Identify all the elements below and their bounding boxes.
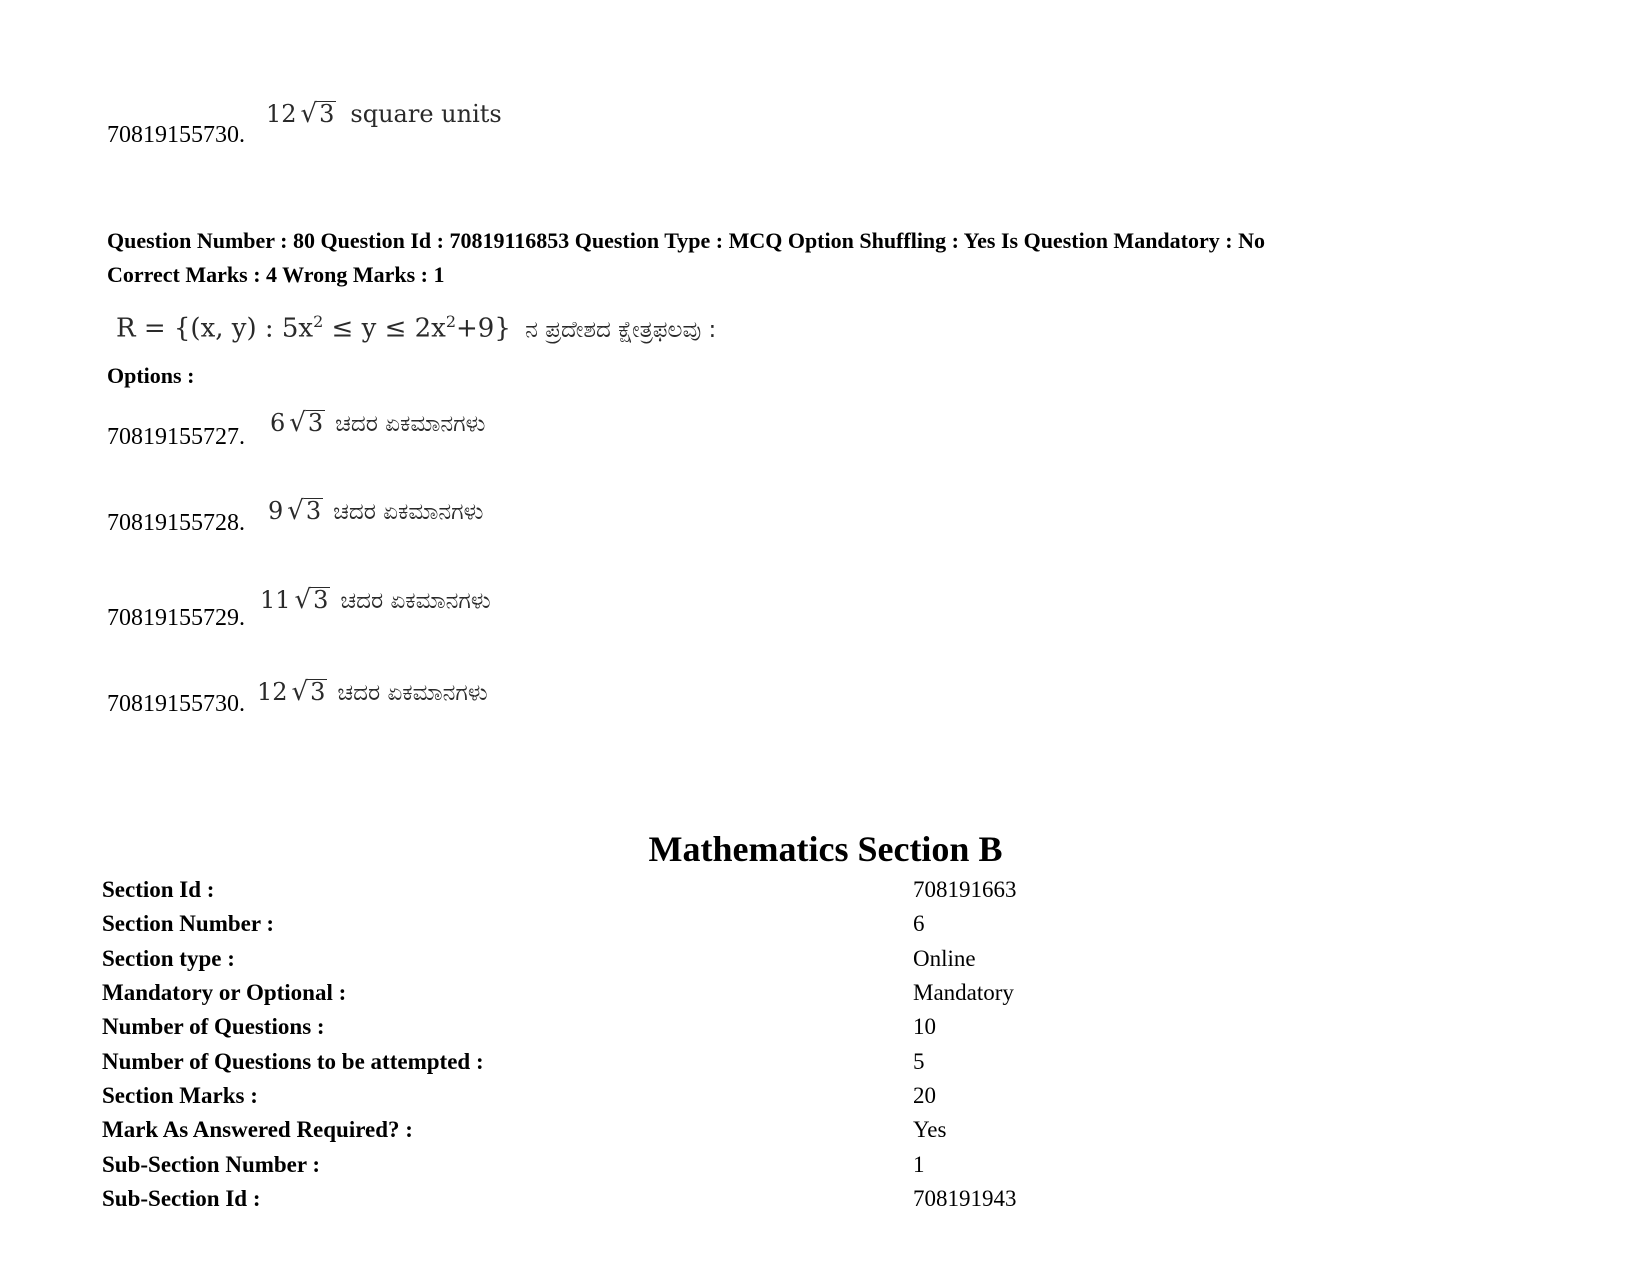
statement-math-prefix: R = {(x, y) : 5x xyxy=(116,313,314,344)
option-radicand: 3 xyxy=(305,497,322,525)
section-number-value: 6 xyxy=(913,911,925,936)
section-title: Mathematics Section B xyxy=(648,829,1003,869)
option-coefficient: 9 xyxy=(268,497,284,525)
option-radicand: 3 xyxy=(313,586,329,614)
subsection-number-value: 1 xyxy=(913,1152,925,1177)
num-questions-label: Number of Questions : xyxy=(102,1014,325,1039)
option-unit: ಚದರ ಏಕಮಾನಗಳು xyxy=(335,411,486,437)
section-marks-value: 20 xyxy=(913,1083,936,1108)
question-statement xyxy=(116,312,716,344)
option-radicand: 3 xyxy=(310,678,326,706)
option-coefficient: 11 xyxy=(260,586,291,614)
sqrt-symbol: √ 3 xyxy=(289,408,324,438)
options-label: Options : xyxy=(107,363,195,388)
option-id: 70819155729. xyxy=(107,605,245,631)
section-id-label: Section Id : xyxy=(102,877,215,902)
option-image xyxy=(268,496,483,526)
section-id-value: 708191663 xyxy=(913,877,1017,902)
subsection-number-label: Sub-Section Number : xyxy=(102,1152,321,1177)
option-coefficient: 12 xyxy=(257,678,288,706)
sqrt-symbol: √ 3 xyxy=(300,99,335,129)
mark-answered-value: Yes xyxy=(913,1117,947,1142)
statement-math-suffix: +9} xyxy=(456,313,511,344)
prev-option-unit: square units xyxy=(350,100,502,128)
statement-kannada: ನ ಪ್ರದೇಶದ ಕ್ಷೇತ್ರಫಲವು : xyxy=(525,316,717,343)
sqrt-symbol: √ 3 xyxy=(287,496,322,526)
option-id: 70819155730. xyxy=(107,691,245,717)
question-meta-line1: Question Number : 80 Question Id : 70819116853 Question Type : MCQ Option Shuffling : Yes Is Question Mandatory : No xyxy=(107,228,1265,253)
option-coefficient: 6 xyxy=(270,409,286,437)
num-attempt-label: Number of Questions to be attempted : xyxy=(102,1049,484,1074)
option-id: 70819155728. xyxy=(107,510,245,536)
prev-option-image xyxy=(266,99,502,129)
mandatory-value: Mandatory xyxy=(913,980,1014,1005)
mandatory-label: Mandatory or Optional : xyxy=(102,980,347,1005)
option-image xyxy=(260,585,491,615)
num-questions-value: 10 xyxy=(913,1014,936,1039)
option-id: 70819155727. xyxy=(107,424,245,450)
option-unit: ಚದರ ಏಕಮಾನಗಳು xyxy=(340,588,491,614)
option-radicand: 3 xyxy=(307,409,324,437)
prev-option-coefficient: 12 xyxy=(266,100,297,128)
statement-exponent-1: 2 xyxy=(313,312,324,331)
num-attempt-value: 5 xyxy=(913,1049,925,1074)
prev-option-radicand: 3 xyxy=(319,100,335,128)
statement-math-mid: ≤ y ≤ 2x xyxy=(323,313,446,344)
subsection-id-label: Sub-Section Id : xyxy=(102,1186,261,1211)
prev-option-id: 70819155730. xyxy=(107,122,245,148)
option-unit: ಚದರ ಏಕಮಾನಗಳು xyxy=(333,499,484,525)
statement-exponent-2: 2 xyxy=(445,312,457,331)
mark-answered-label: Mark As Answered Required? : xyxy=(102,1117,413,1142)
section-type-label: Section type : xyxy=(102,946,235,971)
subsection-id-value: 708191943 xyxy=(913,1186,1017,1211)
question-meta-line2: Correct Marks : 4 Wrong Marks : 1 xyxy=(107,262,445,287)
section-type-value: Online xyxy=(913,946,976,971)
option-unit: ಚದರ ಏಕಮಾನಗಳು xyxy=(337,680,488,706)
option-image xyxy=(270,408,485,438)
option-image xyxy=(257,677,488,707)
section-number-label: Section Number : xyxy=(102,911,275,936)
sqrt-symbol: √ 3 xyxy=(294,585,329,615)
section-marks-label: Section Marks : xyxy=(102,1083,258,1108)
sqrt-symbol: √ 3 xyxy=(291,677,326,707)
